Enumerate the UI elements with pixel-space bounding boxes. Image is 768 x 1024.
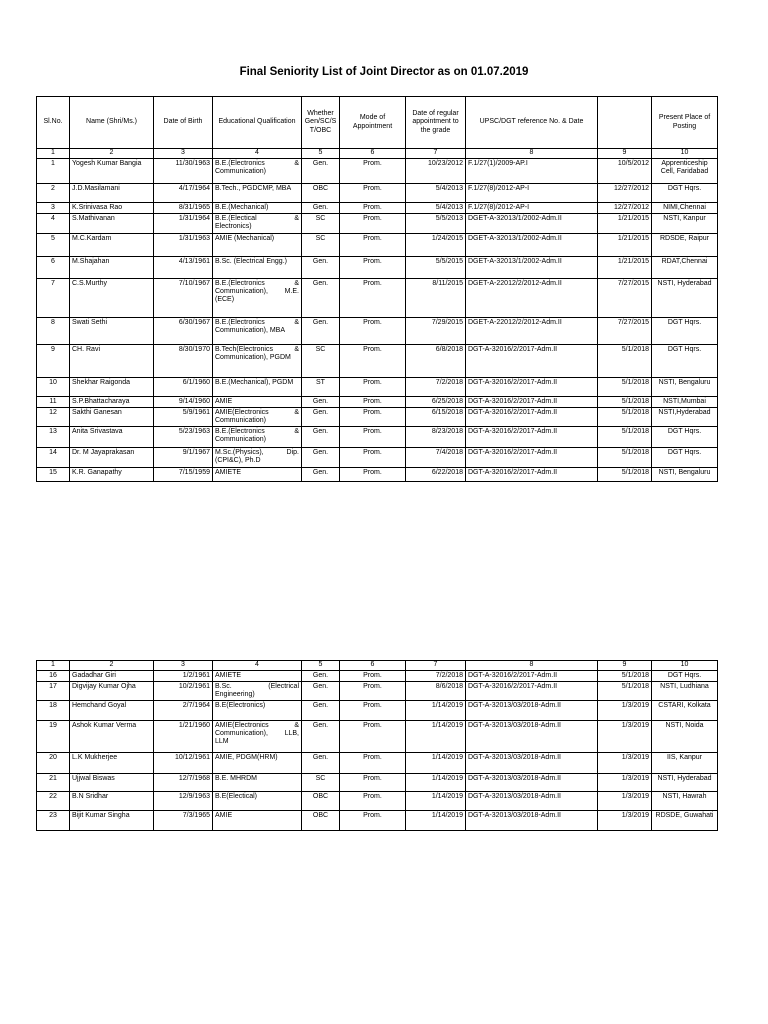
table-row — [37, 408, 718, 427]
cell-name: CH. Ravi — [70, 345, 154, 378]
cell-name: Ujjwal Biswas — [70, 774, 154, 792]
column-number: 4 — [213, 661, 302, 671]
cell-category: Gen. — [302, 279, 340, 318]
header-row — [37, 97, 718, 149]
cell-category: ST — [302, 378, 340, 397]
cell-name: S.P.Bhattacharaya — [70, 397, 154, 408]
cell-qualification: AMIETE — [213, 468, 302, 482]
cell-date-of-birth: 12/9/1963 — [154, 792, 213, 811]
cell-category: Gen. — [302, 203, 340, 214]
cell-reference: DGT-A-32016/2/2017-Adm.II — [466, 682, 598, 701]
cell-reference-date: 5/1/2018 — [598, 671, 652, 682]
table-row — [37, 203, 718, 214]
cell-name: Anita Srivastava — [70, 427, 154, 448]
cell-posting: NSTI, Noida — [652, 721, 718, 753]
cell-appointment-date: 7/29/2015 — [406, 318, 466, 345]
cell-date-of-birth: 7/10/1967 — [154, 279, 213, 318]
table-row — [37, 811, 718, 831]
cell-category: Gen. — [302, 427, 340, 448]
cell-category: SC — [302, 345, 340, 378]
cell-reference: F.1/27(8)/2012-AP-I — [466, 203, 598, 214]
cell-mode: Prom. — [340, 318, 406, 345]
cell-sl-no: 16 — [37, 671, 70, 682]
cell-reference-date: 1/21/2015 — [598, 214, 652, 234]
cell-mode: Prom. — [340, 753, 406, 774]
cell-reference: F.1/27(1)/2009-AP.I — [466, 159, 598, 184]
cell-mode: Prom. — [340, 203, 406, 214]
cell-qualification: B.E(Electronics) — [213, 701, 302, 721]
cell-name: M.C.Kardam — [70, 234, 154, 257]
column-number: 2 — [70, 149, 154, 159]
cell-name: Dr. M Jayaprakasan — [70, 448, 154, 468]
cell-appointment-date: 6/15/2018 — [406, 408, 466, 427]
header-category: Whether Gen/SC/S T/OBC — [302, 97, 340, 149]
cell-reference: DGT-A-32013/03/2018-Adm.II — [466, 792, 598, 811]
cell-reference: DGT-A-32016/2/2017-Adm.II — [466, 378, 598, 397]
cell-reference-date: 12/27/2012 — [598, 203, 652, 214]
cell-appointment-date: 1/14/2019 — [406, 811, 466, 831]
cell-sl-no: 17 — [37, 682, 70, 701]
cell-category: SC — [302, 214, 340, 234]
cell-sl-no: 3 — [37, 203, 70, 214]
cell-appointment-date: 1/24/2015 — [406, 234, 466, 257]
cell-sl-no: 1 — [37, 159, 70, 184]
cell-name: S.Mathivanan — [70, 214, 154, 234]
column-number: 9 — [598, 149, 652, 159]
table-row — [37, 214, 718, 234]
table-row — [37, 184, 718, 203]
cell-reference-date: 1/3/2019 — [598, 792, 652, 811]
cell-posting: DGT Hqrs. — [652, 184, 718, 203]
cell-qualification: AMIE (Mechanical) — [213, 234, 302, 257]
cell-mode: Prom. — [340, 184, 406, 203]
cell-qualification: B.E. MHRDM — [213, 774, 302, 792]
header-sl-no: Sl.No. — [37, 97, 70, 149]
cell-date-of-birth: 4/13/1961 — [154, 257, 213, 279]
cell-category: Gen. — [302, 448, 340, 468]
cell-qualification: B.Tech., PGDCMP, MBA — [213, 184, 302, 203]
cell-mode: Prom. — [340, 682, 406, 701]
cell-qualification: B.E.(Mechanical), PGDM — [213, 378, 302, 397]
cell-reference-date: 12/27/2012 — [598, 184, 652, 203]
header-qualification: Educational Qualification — [213, 97, 302, 149]
cell-posting: NSTI, Hyderabad — [652, 774, 718, 792]
cell-qualification: B.E.(Electical & Electronics) — [213, 214, 302, 234]
cell-mode: Prom. — [340, 701, 406, 721]
column-number: 3 — [154, 149, 213, 159]
cell-mode: Prom. — [340, 427, 406, 448]
cell-reference-date: 7/27/2015 — [598, 318, 652, 345]
cell-reference-date: 7/27/2015 — [598, 279, 652, 318]
column-number: 1 — [37, 661, 70, 671]
table-row — [37, 701, 718, 721]
cell-reference: DGT-A-32016/2/2017-Adm.II — [466, 468, 598, 482]
cell-qualification: AMIE(Electronics & Communication), LLB, LLM — [213, 721, 302, 753]
cell-sl-no: 20 — [37, 753, 70, 774]
cell-posting: DGT Hqrs. — [652, 318, 718, 345]
cell-reference-date: 5/1/2018 — [598, 427, 652, 448]
header-posting: Present Place of Posting — [652, 97, 718, 149]
column-number: 4 — [213, 149, 302, 159]
cell-appointment-date: 8/6/2018 — [406, 682, 466, 701]
cell-appointment-date: 1/14/2019 — [406, 721, 466, 753]
cell-qualification: AMIE — [213, 811, 302, 831]
cell-date-of-birth: 8/31/1965 — [154, 203, 213, 214]
table-row — [37, 671, 718, 682]
cell-date-of-birth: 4/17/1964 — [154, 184, 213, 203]
cell-posting: NSTI, Hyderabad — [652, 279, 718, 318]
cell-date-of-birth: 1/31/1963 — [154, 234, 213, 257]
cell-posting: RDAT,Chennai — [652, 257, 718, 279]
cell-date-of-birth: 5/9/1961 — [154, 408, 213, 427]
cell-posting: DGT Hqrs. — [652, 345, 718, 378]
cell-posting: RDSDE, Guwahati — [652, 811, 718, 831]
cell-appointment-date: 6/22/2018 — [406, 468, 466, 482]
cell-appointment-date: 1/14/2019 — [406, 753, 466, 774]
cell-qualification: B.Tech(Electronics & Communication), PGDM — [213, 345, 302, 378]
cell-posting: NSTI, Kanpur — [652, 214, 718, 234]
cell-appointment-date: 5/4/2013 — [406, 184, 466, 203]
cell-name: K.R. Ganapathy — [70, 468, 154, 482]
cell-reference-date: 5/1/2018 — [598, 345, 652, 378]
cell-reference-date: 1/3/2019 — [598, 701, 652, 721]
table-row — [37, 753, 718, 774]
document-title: Final Seniority List of Joint Director as on 01.07.2019 — [239, 66, 529, 78]
column-number: 10 — [652, 149, 718, 159]
cell-name: Bijit Kumar Singha — [70, 811, 154, 831]
header-reference-date — [598, 97, 652, 149]
cell-name: B.N Sridhar — [70, 792, 154, 811]
cell-reference-date: 10/5/2012 — [598, 159, 652, 184]
cell-date-of-birth: 1/2/1961 — [154, 671, 213, 682]
cell-posting: Apprenticeship Cell, Faridabad — [652, 159, 718, 184]
cell-posting: NSTI, Bengaluru — [652, 468, 718, 482]
cell-reference: DGET-A-32013/1/2002-Adm.II — [466, 257, 598, 279]
table-row — [37, 448, 718, 468]
column-number-row — [37, 149, 718, 159]
cell-mode: Prom. — [340, 468, 406, 482]
cell-date-of-birth: 9/14/1960 — [154, 397, 213, 408]
cell-mode: Prom. — [340, 397, 406, 408]
cell-sl-no: 18 — [37, 701, 70, 721]
cell-date-of-birth: 12/7/1968 — [154, 774, 213, 792]
cell-qualification: B.Sc. (Electrical Engineering) — [213, 682, 302, 701]
cell-reference-date: 1/21/2015 — [598, 257, 652, 279]
cell-mode: Prom. — [340, 159, 406, 184]
seniority-table-page-1 — [36, 96, 718, 482]
cell-mode: Prom. — [340, 774, 406, 792]
cell-name: Hemchand Goyal — [70, 701, 154, 721]
cell-name: Digvijay Kumar Ojha — [70, 682, 154, 701]
cell-qualification: B.Sc. (Electrical Engg.) — [213, 257, 302, 279]
cell-posting: CSTARI, Kolkata — [652, 701, 718, 721]
cell-reference: DGT-A-32016/2/2017-Adm.II — [466, 408, 598, 427]
cell-date-of-birth: 9/1/1967 — [154, 448, 213, 468]
cell-sl-no: 15 — [37, 468, 70, 482]
cell-qualification: B.E.(Electronics & Communication), M.E.(ECE) — [213, 279, 302, 318]
cell-reference: DGET-A-32013/1/2002-Adm.II — [466, 234, 598, 257]
column-number: 7 — [406, 661, 466, 671]
cell-reference-date: 5/1/2018 — [598, 682, 652, 701]
table-row — [37, 774, 718, 792]
cell-reference: F.1/27(8)/2012-AP-I — [466, 184, 598, 203]
cell-reference: DGET-A-32013/1/2002-Adm.II — [466, 214, 598, 234]
cell-reference-date: 1/3/2019 — [598, 811, 652, 831]
cell-category: OBC — [302, 792, 340, 811]
cell-date-of-birth: 6/1/1960 — [154, 378, 213, 397]
cell-reference: DGT-A-32016/2/2017-Adm.II — [466, 671, 598, 682]
cell-date-of-birth: 5/23/1963 — [154, 427, 213, 448]
table-row — [37, 427, 718, 448]
cell-posting: IIS, Kanpur — [652, 753, 718, 774]
cell-date-of-birth: 1/21/1960 — [154, 721, 213, 753]
header-mode-of-appointment: Mode of Appointment — [340, 97, 406, 149]
cell-qualification: B.E.(Electronics & Communication), MBA — [213, 318, 302, 345]
cell-category: Gen. — [302, 682, 340, 701]
cell-name: L.K Mukherjee — [70, 753, 154, 774]
cell-name: C.S.Murthy — [70, 279, 154, 318]
table-row — [37, 345, 718, 378]
cell-category: Gen. — [302, 701, 340, 721]
column-number: 3 — [154, 661, 213, 671]
cell-date-of-birth: 8/30/1970 — [154, 345, 213, 378]
cell-name: Yogesh Kumar Bangia — [70, 159, 154, 184]
cell-date-of-birth: 10/12/1961 — [154, 753, 213, 774]
cell-reference-date: 5/1/2018 — [598, 448, 652, 468]
table-row — [37, 318, 718, 345]
cell-mode: Prom. — [340, 214, 406, 234]
cell-category: Gen. — [302, 408, 340, 427]
table-row — [37, 159, 718, 184]
cell-mode: Prom. — [340, 721, 406, 753]
cell-mode: Prom. — [340, 792, 406, 811]
cell-category: Gen. — [302, 397, 340, 408]
cell-sl-no: 8 — [37, 318, 70, 345]
cell-category: Gen. — [302, 671, 340, 682]
cell-sl-no: 9 — [37, 345, 70, 378]
cell-mode: Prom. — [340, 408, 406, 427]
cell-reference: DGT-A-32016/2/2017-Adm.II — [466, 345, 598, 378]
seniority-table-page-2 — [36, 660, 718, 831]
cell-reference: DGT-A-32016/2/2017-Adm.II — [466, 397, 598, 408]
cell-posting: NSTI, Ludhiana — [652, 682, 718, 701]
cell-qualification: B.E.(Mechanical) — [213, 203, 302, 214]
table-row — [37, 397, 718, 408]
cell-sl-no: 6 — [37, 257, 70, 279]
cell-date-of-birth: 6/30/1967 — [154, 318, 213, 345]
cell-name: M.Shajahan — [70, 257, 154, 279]
cell-appointment-date: 10/23/2012 — [406, 159, 466, 184]
cell-posting: NSTI,Hyderabad — [652, 408, 718, 427]
cell-date-of-birth: 11/30/1963 — [154, 159, 213, 184]
column-number: 10 — [652, 661, 718, 671]
table-body-page-1 — [37, 149, 718, 482]
cell-qualification: M.Sc.(Physics), Dip.(CPI&C), Ph.D — [213, 448, 302, 468]
cell-appointment-date: 5/5/2013 — [406, 214, 466, 234]
cell-date-of-birth: 10/2/1961 — [154, 682, 213, 701]
cell-posting: NSTI, Hawrah — [652, 792, 718, 811]
cell-reference: DGT-A-32016/2/2017-Adm.II — [466, 427, 598, 448]
cell-reference-date: 5/1/2018 — [598, 408, 652, 427]
column-number: 1 — [37, 149, 70, 159]
table-row — [37, 378, 718, 397]
cell-reference: DGT-A-32016/2/2017-Adm.II — [466, 448, 598, 468]
cell-category: Gen. — [302, 318, 340, 345]
table-row — [37, 792, 718, 811]
cell-category: Gen. — [302, 159, 340, 184]
cell-reference: DGET-A-22012/2/2012-Adm.II — [466, 318, 598, 345]
table-row — [37, 468, 718, 482]
header-name: Name (Shri/Ms.) — [70, 97, 154, 149]
cell-appointment-date: 8/23/2018 — [406, 427, 466, 448]
cell-reference-date: 1/3/2019 — [598, 753, 652, 774]
table-row — [37, 721, 718, 753]
cell-reference-date: 5/1/2018 — [598, 468, 652, 482]
cell-reference: DGT-A-32013/03/2018-Adm.II — [466, 753, 598, 774]
cell-sl-no: 23 — [37, 811, 70, 831]
cell-reference-date: 5/1/2018 — [598, 397, 652, 408]
column-number: 5 — [302, 149, 340, 159]
cell-appointment-date: 6/25/2018 — [406, 397, 466, 408]
cell-reference: DGT-A-32013/03/2018-Adm.II — [466, 701, 598, 721]
table-row — [37, 257, 718, 279]
cell-reference: DGT-A-32013/03/2018-Adm.II — [466, 811, 598, 831]
column-number: 2 — [70, 661, 154, 671]
cell-date-of-birth: 7/3/1965 — [154, 811, 213, 831]
cell-reference: DGET-A-22012/2/2012-Adm.II — [466, 279, 598, 318]
column-number: 9 — [598, 661, 652, 671]
cell-name: Ashok Kumar Verma — [70, 721, 154, 753]
cell-category: OBC — [302, 811, 340, 831]
cell-reference: DGT-A-32013/03/2018-Adm.II — [466, 721, 598, 753]
cell-posting: NSTI, Bengaluru — [652, 378, 718, 397]
table-row — [37, 279, 718, 318]
cell-reference-date: 1/3/2019 — [598, 721, 652, 753]
column-number: 8 — [466, 661, 598, 671]
cell-appointment-date: 5/4/2013 — [406, 203, 466, 214]
cell-sl-no: 4 — [37, 214, 70, 234]
cell-qualification: AMIE(Electronics & Communication) — [213, 408, 302, 427]
column-number: 6 — [340, 661, 406, 671]
cell-mode: Prom. — [340, 234, 406, 257]
cell-category: Gen. — [302, 468, 340, 482]
cell-reference: DGT-A-32013/03/2018-Adm.II — [466, 774, 598, 792]
cell-date-of-birth: 1/31/1964 — [154, 214, 213, 234]
cell-sl-no: 19 — [37, 721, 70, 753]
cell-name: J.D.Masilamani — [70, 184, 154, 203]
cell-name: Swati Sethi — [70, 318, 154, 345]
cell-posting: NIMI,Chennai — [652, 203, 718, 214]
cell-appointment-date: 8/11/2015 — [406, 279, 466, 318]
cell-sl-no: 2 — [37, 184, 70, 203]
cell-sl-no: 11 — [37, 397, 70, 408]
cell-appointment-date: 7/2/2018 — [406, 671, 466, 682]
cell-qualification: B.E(Electical) — [213, 792, 302, 811]
header-date-of-birth: Date of Birth — [154, 97, 213, 149]
column-number-row — [37, 661, 718, 671]
cell-category: Gen. — [302, 257, 340, 279]
cell-mode: Prom. — [340, 671, 406, 682]
cell-sl-no: 10 — [37, 378, 70, 397]
header-appointment-date: Date of regular appointment to the grade — [406, 97, 466, 149]
cell-mode: Prom. — [340, 378, 406, 397]
cell-qualification: B.E.(Electronics & Communication) — [213, 427, 302, 448]
cell-mode: Prom. — [340, 279, 406, 318]
cell-qualification: AMIETE — [213, 671, 302, 682]
cell-reference-date: 5/1/2018 — [598, 378, 652, 397]
cell-category: Gen. — [302, 753, 340, 774]
cell-posting: DGT Hqrs. — [652, 448, 718, 468]
cell-mode: Prom. — [340, 345, 406, 378]
cell-appointment-date: 1/14/2019 — [406, 792, 466, 811]
cell-qualification: AMIE — [213, 397, 302, 408]
cell-mode: Prom. — [340, 257, 406, 279]
cell-sl-no: 12 — [37, 408, 70, 427]
cell-name: Gadadhar Giri — [70, 671, 154, 682]
cell-qualification: AMIE, PDGM(HRM) — [213, 753, 302, 774]
cell-mode: Prom. — [340, 448, 406, 468]
table-row — [37, 234, 718, 257]
cell-appointment-date: 7/2/2018 — [406, 378, 466, 397]
table-body-page-2 — [37, 661, 718, 831]
cell-sl-no: 21 — [37, 774, 70, 792]
cell-mode: Prom. — [340, 811, 406, 831]
cell-qualification: B.E.(Electronics & Communication) — [213, 159, 302, 184]
cell-reference-date: 1/21/2015 — [598, 234, 652, 257]
header-reference: UPSC/DGT reference No. & Date — [466, 97, 598, 149]
cell-date-of-birth: 7/15/1959 — [154, 468, 213, 482]
cell-posting: NSTI,Mumbai — [652, 397, 718, 408]
cell-posting: DGT Hqrs. — [652, 671, 718, 682]
column-number: 7 — [406, 149, 466, 159]
cell-appointment-date: 6/8/2018 — [406, 345, 466, 378]
column-number: 8 — [466, 149, 598, 159]
cell-posting: DGT Hqrs. — [652, 427, 718, 448]
cell-sl-no: 5 — [37, 234, 70, 257]
cell-reference-date: 1/3/2019 — [598, 774, 652, 792]
cell-category: SC — [302, 234, 340, 257]
cell-name: K.Srinivasa Rao — [70, 203, 154, 214]
cell-date-of-birth: 2/7/1964 — [154, 701, 213, 721]
table-row — [37, 682, 718, 701]
cell-sl-no: 22 — [37, 792, 70, 811]
cell-category: OBC — [302, 184, 340, 203]
column-number: 6 — [340, 149, 406, 159]
cell-appointment-date: 1/14/2019 — [406, 774, 466, 792]
cell-appointment-date: 7/4/2018 — [406, 448, 466, 468]
cell-category: Gen. — [302, 721, 340, 753]
cell-posting: RDSDE, Raipur — [652, 234, 718, 257]
cell-sl-no: 13 — [37, 427, 70, 448]
cell-appointment-date: 1/14/2019 — [406, 701, 466, 721]
cell-sl-no: 7 — [37, 279, 70, 318]
cell-sl-no: 14 — [37, 448, 70, 468]
cell-name: Sakthi Ganesan — [70, 408, 154, 427]
cell-appointment-date: 5/5/2015 — [406, 257, 466, 279]
cell-name: Shekhar Raigonda — [70, 378, 154, 397]
column-number: 5 — [302, 661, 340, 671]
cell-category: SC — [302, 774, 340, 792]
